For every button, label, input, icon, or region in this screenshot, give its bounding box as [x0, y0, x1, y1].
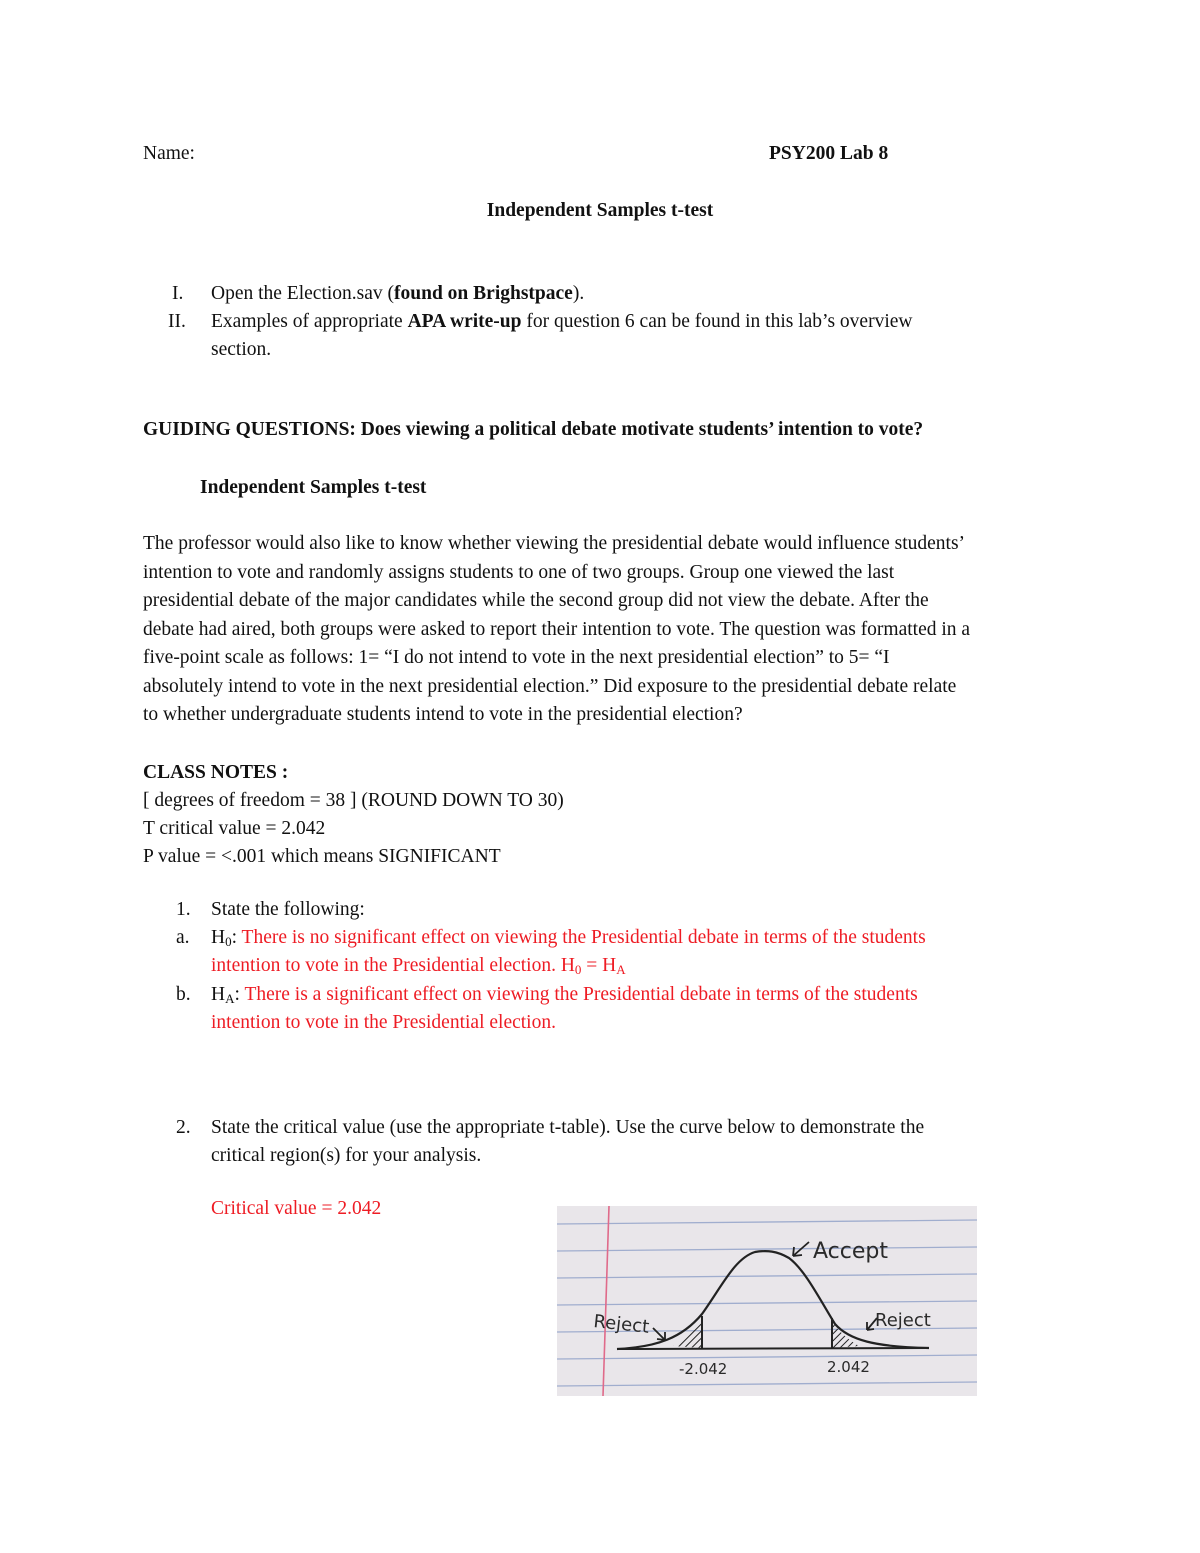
paragraph-line: absolutely intend to vote in the next presidential election.” Did exposure to the presidential debate relate [143, 675, 957, 697]
paragraph-line: intention to vote and randomly assigns students to one of two groups. Group one viewed the last [143, 561, 895, 583]
alternative-hypothesis: $H_A$: There is a significant effect on viewing the Presidential debate in terms of the students [211, 984, 918, 1006]
instruction-marker: II. [168, 311, 186, 332]
null-hypothesis-continued: intention to vote in the Presidential election. $H_0 = H_A$ [211, 955, 626, 977]
paragraph-line: debate had aired, both groups were asked to report their intention to vote. The question was formatted in a [143, 618, 971, 640]
class-notes-line: T critical value = 2.042 [143, 818, 326, 839]
accept-label: Accept [813, 1239, 888, 1264]
sketch-drawing [557, 1206, 977, 1396]
class-notes-line: P value = <.001 which means SIGNIFICANT [143, 846, 501, 867]
reject-left-label: Reject [592, 1311, 651, 1338]
guiding-question: GUIDING QUESTIONS: Does viewing a political debate motivate students’ intention to vote? [143, 419, 924, 440]
scenario-paragraph [143, 530, 1063, 730]
paragraph-line: presidential debate of the major candidates while the second group did not view the debate. After the [143, 590, 929, 611]
name-label: Name: [143, 143, 195, 164]
hand-drawn-t-distribution-sketch [557, 1206, 977, 1396]
section-title: Independent Samples t-test [200, 477, 427, 498]
instruction-marker: I. [172, 283, 184, 304]
question-number: 1. [176, 899, 191, 920]
sub-marker: a. [176, 927, 190, 948]
reject-right-label: Reject [875, 1310, 931, 1331]
question-prompt: State the critical value (use the appropriate t-table). Use the curve below to demonstrate the [211, 1117, 925, 1138]
question-number: 2. [176, 1117, 191, 1138]
critical-value-answer: Critical value = 2.042 [211, 1198, 382, 1219]
instruction-item: Examples of appropriate APA write-up for question 6 can be found in this lab’s overview [211, 311, 913, 332]
paragraph-line: to whether undergraduate students intend to vote in the presidential election? [143, 704, 743, 725]
question-prompt-continued: critical region(s) for your analysis. [211, 1145, 482, 1166]
positive-critical-label: 2.042 [827, 1358, 870, 1376]
alternative-hypothesis-continued: intention to vote in the Presidential election. [211, 1012, 556, 1033]
course-title: PSY200 Lab 8 [769, 143, 889, 164]
class-notes-line: [ degrees of freedom = 38 ] (ROUND DOWN TO 30) [143, 790, 564, 811]
document-title: Independent Samples t-test [486, 200, 714, 221]
instruction-item: Open the Election.sav (found on Brighstpace). [211, 283, 585, 304]
negative-critical-label: -2.042 [679, 1360, 728, 1378]
instruction-continuation: section. [211, 339, 272, 360]
sub-marker: b. [176, 984, 191, 1005]
null-hypothesis: $H_0$: There is no significant effect on viewing the Presidential debate in terms of the students [211, 927, 926, 949]
paragraph-line: five-point scale as follows: 1= “I do not intend to vote in the next presidential election” to 5= “I [143, 647, 890, 668]
baseline [617, 1348, 929, 1349]
paragraph-line: The professor would also like to know whether viewing the presidential debate would influence students’ [143, 533, 966, 554]
class-notes-heading: CLASS NOTES : [143, 762, 289, 783]
question-prompt: State the following: [211, 899, 365, 920]
